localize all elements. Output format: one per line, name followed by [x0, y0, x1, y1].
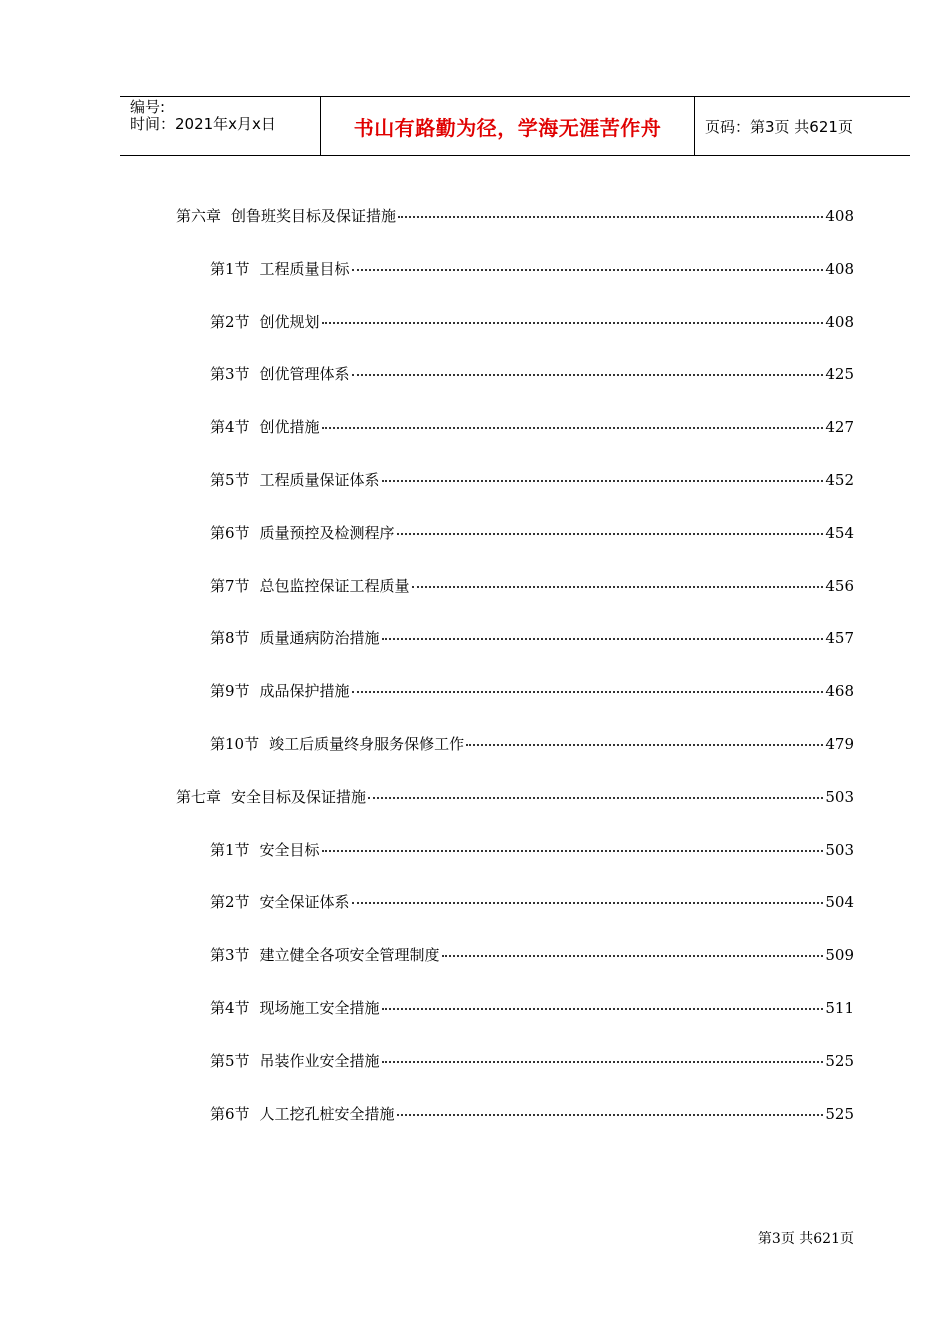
toc-entry-title: 质量通病防治措施: [259, 629, 380, 648]
toc-dot-leader: [368, 782, 823, 799]
toc-entry-title: 建立健全各项安全管理制度: [259, 946, 440, 965]
toc-dot-leader: [322, 412, 824, 429]
toc-entry-title: 竣工后质量终身服务保修工作: [269, 735, 465, 753]
toc-section-entry[interactable]: [210, 468, 854, 488]
toc-entry-title: 安全目标: [259, 840, 320, 859]
toc-entry-page: 525: [825, 1104, 854, 1123]
toc-entry-number: 第2节: [210, 312, 250, 331]
toc-dot-leader: [398, 201, 823, 218]
header-meta-cell: [120, 97, 321, 156]
toc-entry-number: 第6节: [210, 1104, 250, 1123]
toc-entry-page: 408: [825, 312, 854, 331]
toc-section-entry[interactable]: [210, 362, 854, 382]
document-time-label: 时间：2021年x月x日: [130, 115, 276, 133]
toc-entry-number: 第7节: [210, 576, 250, 595]
toc-dot-leader: [322, 307, 824, 324]
toc-entry-page: 425: [825, 365, 854, 384]
toc-entry-page: 503: [825, 840, 854, 859]
toc-section-entry[interactable]: [210, 415, 854, 435]
toc-entry-page: 408: [825, 207, 854, 225]
toc-section-entry[interactable]: [210, 838, 854, 858]
toc-section-entry[interactable]: [210, 310, 854, 330]
toc-section-entry[interactable]: [210, 943, 854, 963]
toc-entry-page: 504: [825, 893, 854, 912]
toc-section-entry[interactable]: [210, 521, 854, 541]
toc-entry-page: 452: [825, 471, 854, 489]
toc-dot-leader: [397, 1099, 824, 1116]
toc-entry-page: 427: [825, 418, 854, 437]
toc-entry-page: 511: [825, 999, 854, 1017]
toc-entry-title: 现场施工安全措施: [259, 999, 380, 1017]
toc-dot-leader: [382, 1046, 824, 1063]
toc-dot-leader: [352, 676, 824, 693]
document-code-label: 编号:: [130, 98, 166, 116]
toc-entry-title: 吊装作业安全措施: [259, 1051, 380, 1070]
toc-entry-page: 468: [825, 682, 854, 701]
toc-entry-title: 安全保证体系: [259, 893, 350, 912]
toc-section-entry[interactable]: [210, 626, 854, 646]
page-header: [120, 96, 910, 156]
toc-entry-page: 509: [825, 946, 854, 965]
header-motto-cell: [321, 97, 695, 156]
toc-entry-number: 第1节: [210, 259, 250, 278]
toc-entry-page: 479: [825, 735, 854, 753]
toc-entry-title: 质量预控及检测程序: [259, 523, 395, 542]
toc-section-entry[interactable]: [210, 996, 854, 1016]
toc-section-entry[interactable]: [210, 257, 854, 277]
toc-entry-number: 第4节: [210, 999, 250, 1017]
page-footer: 第3页 共621页: [757, 1231, 854, 1247]
toc-entry-number: 第六章: [176, 207, 222, 225]
header-motto: 书山有路勤为径，学海无涯苦作舟: [353, 116, 662, 140]
toc-entry-title: 创优规划: [259, 312, 320, 331]
toc-entry-number: 第2节: [210, 893, 250, 912]
toc-entry-page: 408: [825, 259, 854, 278]
toc-entry-page: 525: [825, 1051, 854, 1070]
toc-dot-leader: [382, 623, 824, 640]
toc-entry-number: 第5节: [210, 1051, 250, 1070]
toc-entry-title: 人工挖孔桩安全措施: [259, 1104, 395, 1123]
toc-dot-leader: [382, 465, 824, 482]
toc-section-entry[interactable]: [210, 1049, 854, 1069]
toc-dot-leader: [412, 571, 824, 588]
toc-entry-number: 第4节: [210, 418, 250, 437]
header-page-label: 页码：第3页 共621页: [705, 118, 853, 136]
toc-entry-page: 503: [825, 787, 854, 806]
toc-dot-leader: [322, 835, 824, 852]
toc-entry-page: 454: [825, 523, 854, 542]
toc-entry-number: 第3节: [210, 365, 250, 384]
toc-entry-title: 创优措施: [259, 418, 320, 437]
toc-entry-page: 457: [825, 629, 854, 648]
header-page-cell: [695, 97, 910, 156]
toc-entry-number: 第5节: [210, 471, 250, 489]
toc-entry-number: 第10节: [210, 735, 260, 753]
toc-entry-number: 第9节: [210, 682, 250, 701]
toc-dot-leader: [397, 518, 824, 535]
toc-chapter-entry[interactable]: [176, 204, 854, 224]
toc-dot-leader: [352, 254, 824, 271]
toc-section-entry[interactable]: [210, 574, 854, 594]
toc-entry-number: 第七章: [176, 787, 222, 806]
toc-entry-title: 创优管理体系: [259, 365, 350, 384]
toc-entry-title: 工程质量保证体系: [259, 471, 380, 489]
toc-section-entry[interactable]: [210, 732, 854, 752]
toc-dot-leader: [382, 993, 824, 1010]
toc-dot-leader: [352, 887, 824, 904]
toc-entry-title: 成品保护措施: [259, 682, 350, 701]
toc-dot-leader: [352, 359, 824, 376]
toc-section-entry[interactable]: [210, 1102, 854, 1122]
toc-entry-number: 第8节: [210, 629, 250, 648]
toc-entry-title: 总包监控保证工程质量: [259, 576, 410, 595]
toc-entry-title: 安全目标及保证措施: [231, 787, 367, 806]
toc-entry-number: 第3节: [210, 946, 250, 965]
toc-entry-title: 创鲁班奖目标及保证措施: [231, 207, 397, 225]
toc-entry-number: 第1节: [210, 840, 250, 859]
toc-section-entry[interactable]: [210, 679, 854, 699]
toc-entry-number: 第6节: [210, 523, 250, 542]
toc-section-entry[interactable]: [210, 890, 854, 910]
toc-dot-leader: [442, 940, 824, 957]
toc-entry-title: 工程质量目标: [259, 259, 350, 278]
toc-entry-page: 456: [825, 576, 854, 595]
toc-dot-leader: [466, 729, 823, 746]
toc-chapter-entry[interactable]: [176, 785, 854, 805]
